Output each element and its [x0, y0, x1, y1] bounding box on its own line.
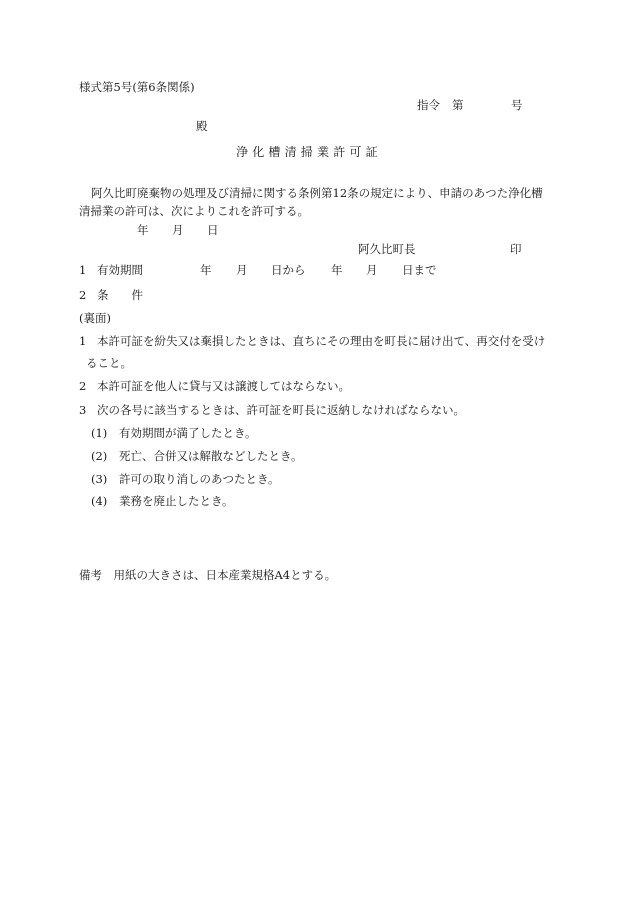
validity-number: 1	[79, 263, 87, 277]
validity-to-month: 月	[366, 263, 378, 277]
validity-from-day: 日から	[271, 263, 306, 277]
return-case-4-text: 業務を廃止したとき。	[119, 494, 234, 508]
reverse-item-2-line1: 本許可証を他人に貸与又は譲渡してはならない。	[97, 379, 350, 393]
issuer-seal: 印	[510, 242, 522, 256]
permit-text-line2: 清掃業の許可は、次によりこれを許可する。	[79, 204, 309, 218]
issue-date-year: 年	[137, 223, 149, 237]
return-case-2-text: 死亡、合併又は解散などしたとき。	[119, 449, 303, 463]
designation-go: 号	[511, 98, 523, 112]
issue-date-month: 月	[172, 223, 184, 237]
return-case-1-text: 有効期間が満了したとき。	[119, 426, 257, 440]
reverse-item-1-line2: ること。	[86, 356, 132, 370]
reverse-item-2-number: 2	[79, 379, 87, 393]
return-case-1-number: (1)	[91, 426, 108, 440]
reverse-item-3-number: 3	[79, 403, 87, 417]
return-case-3-number: (3)	[91, 472, 108, 486]
validity-to-day: 日まで	[402, 263, 437, 277]
validity-label: 有効期間	[97, 263, 143, 277]
validity-from-year: 年	[200, 263, 212, 277]
return-case-2-number: (2)	[91, 449, 108, 463]
return-case-3-text: 許可の取り消しのあつたとき。	[119, 472, 280, 486]
issuer-name: 阿久比町長	[358, 242, 416, 256]
reverse-heading: (裏面)	[79, 311, 111, 325]
designation-shirei: 指令	[417, 98, 440, 112]
reverse-item-3-line1: 次の各号に該当するときは、許可証を町長に返納しなければならない。	[97, 403, 465, 417]
addressee-honorific: 殿	[196, 119, 208, 133]
conditions-label: 条 件	[97, 288, 143, 302]
permit-text-line1: 阿久比町廃棄物の処理及び清掃に関する条例第12条の規定により、申請のあつた浄化槽	[91, 186, 543, 200]
conditions-number: 2	[79, 288, 87, 302]
document-title: 浄化槽清掃業許可証	[236, 145, 382, 159]
validity-from-month: 月	[236, 263, 248, 277]
form-number: 様式第5号(第6条関係)	[79, 80, 195, 94]
issue-date-day: 日	[207, 223, 219, 237]
designation-dai: 第	[452, 98, 464, 112]
remarks: 備考 用紙の大きさは、日本産業規格A4とする。	[79, 568, 337, 582]
reverse-item-1-line1: 本許可証を紛失又は棄損したときは、直ちにその理由を町長に届け出て、再交付を受け	[97, 334, 546, 348]
validity-to-year: 年	[331, 263, 343, 277]
return-case-4-number: (4)	[91, 494, 108, 508]
reverse-item-1-number: 1	[79, 334, 87, 348]
